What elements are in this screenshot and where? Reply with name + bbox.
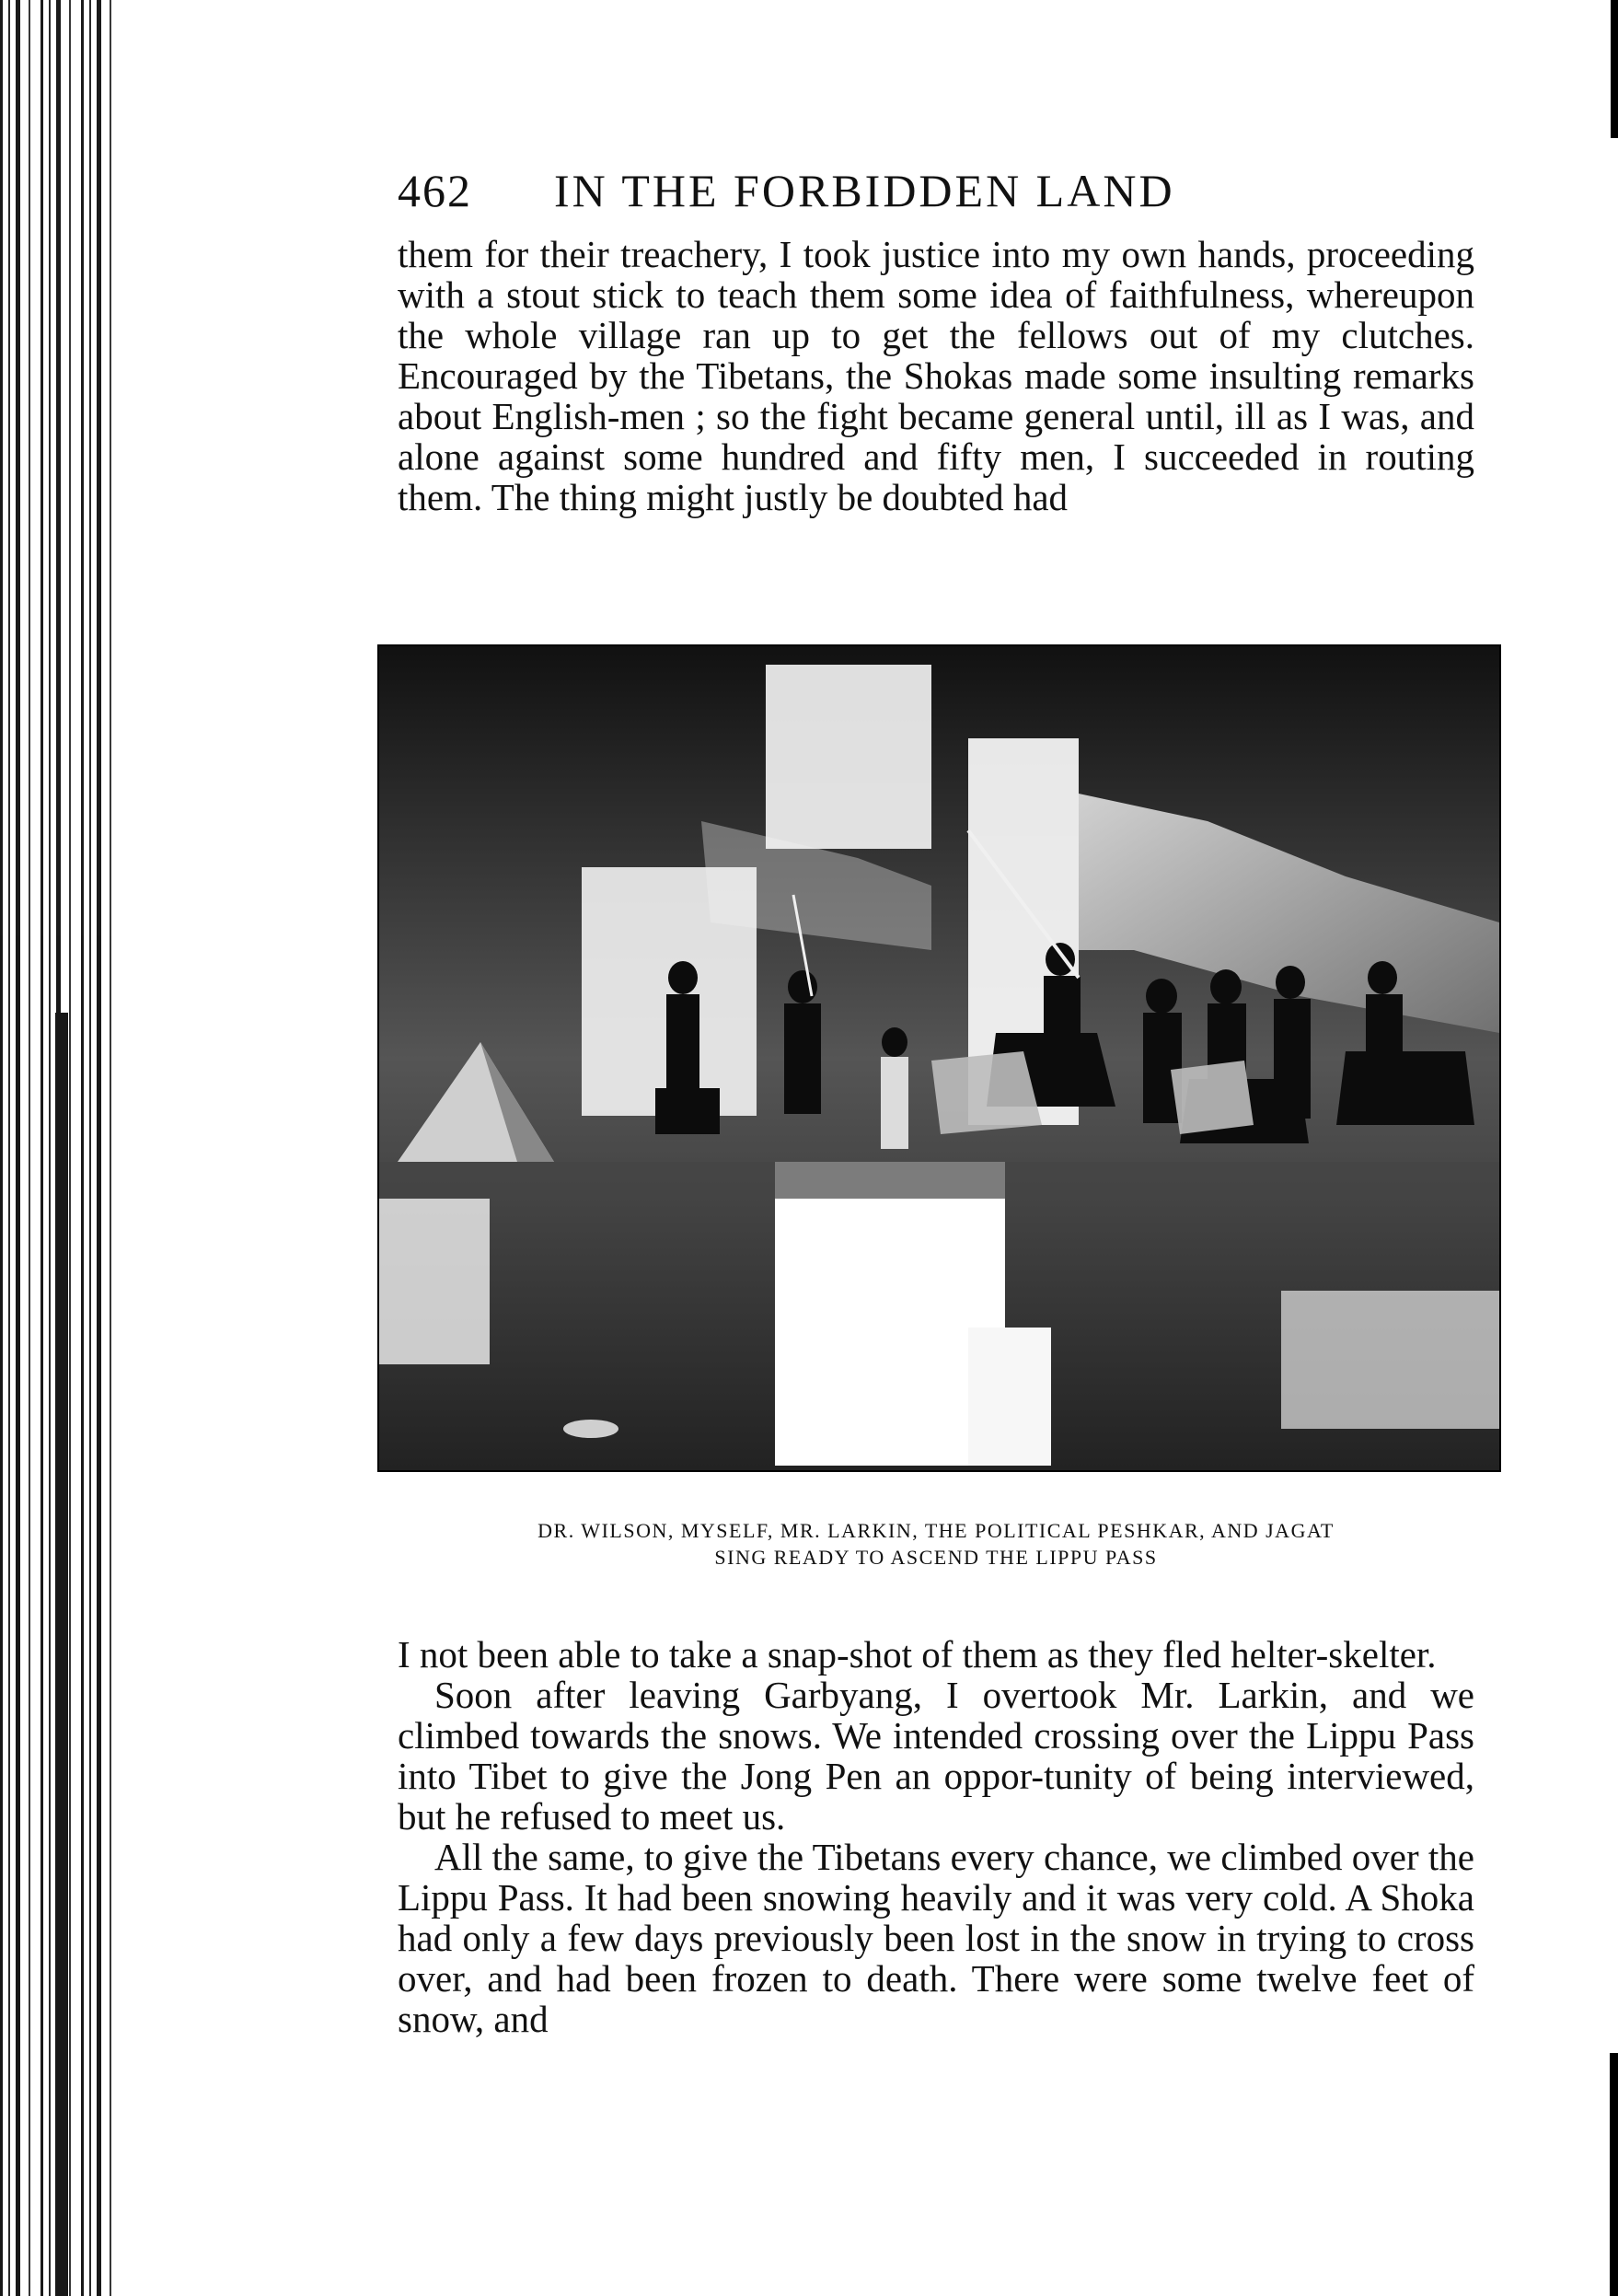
photo-plate [377, 644, 1501, 1472]
photo-illustration [379, 646, 1499, 1470]
scan-gutter [0, 0, 120, 2296]
running-head [398, 164, 1474, 234]
running-title: IN THE FORBIDDEN LAND [554, 165, 1175, 216]
page-body [398, 164, 1474, 517]
figure-caption [398, 1517, 1474, 1571]
scan-edge-bottom [1610, 2053, 1618, 2296]
figure-caption-line-1: DR. WILSON, MYSELF, MR. LARKIN, THE POLITICAL PESHKAR, AND JAGAT [537, 1519, 1335, 1542]
page-number: 462 [398, 165, 472, 216]
paragraph-lippu-pass: All the same, to give the Tibetans every chance, we climbed over the Lippu Pass. It had been snowing heavily and it was very cold. A Shoka had only a few days previously been lost in the snow in trying to cross over, and had been frozen to death. There were some twelve feet of snow, and [398, 1836, 1474, 2040]
paragraph-garbyang: Soon after leaving Garbyang, I overtook Mr. Larkin, and we climbed towards the snows. We intended crossing over the Lippu Pass into Tibet to give the Jong Pen an oppor-tunity of being interviewed, but he refused to meet us. [398, 1674, 1474, 1838]
paragraph-before-figure: them for their treachery, I took justice into my own hands, proceeding with a stout stick to teach them some idea of faithfulness, whereupon the whole village ran up to get the fellows out of my clutches. Encouraged by the Tibetans, the Shokas made some insulting remarks about English-men ; so the fight became general until, ill as I was, and alone against some hundred and fifty men, I succeeded in routing them. The thing might justly be doubted had [398, 233, 1474, 518]
paragraph-continuation: I not been able to take a snap-shot of them as they fled helter-skelter. [398, 1633, 1437, 1676]
scan-edge-top [1611, 0, 1618, 138]
figure-caption-line-2: SING READY TO ASCEND THE LIPPU PASS [714, 1546, 1158, 1569]
text-after-figure [398, 1634, 1474, 2039]
